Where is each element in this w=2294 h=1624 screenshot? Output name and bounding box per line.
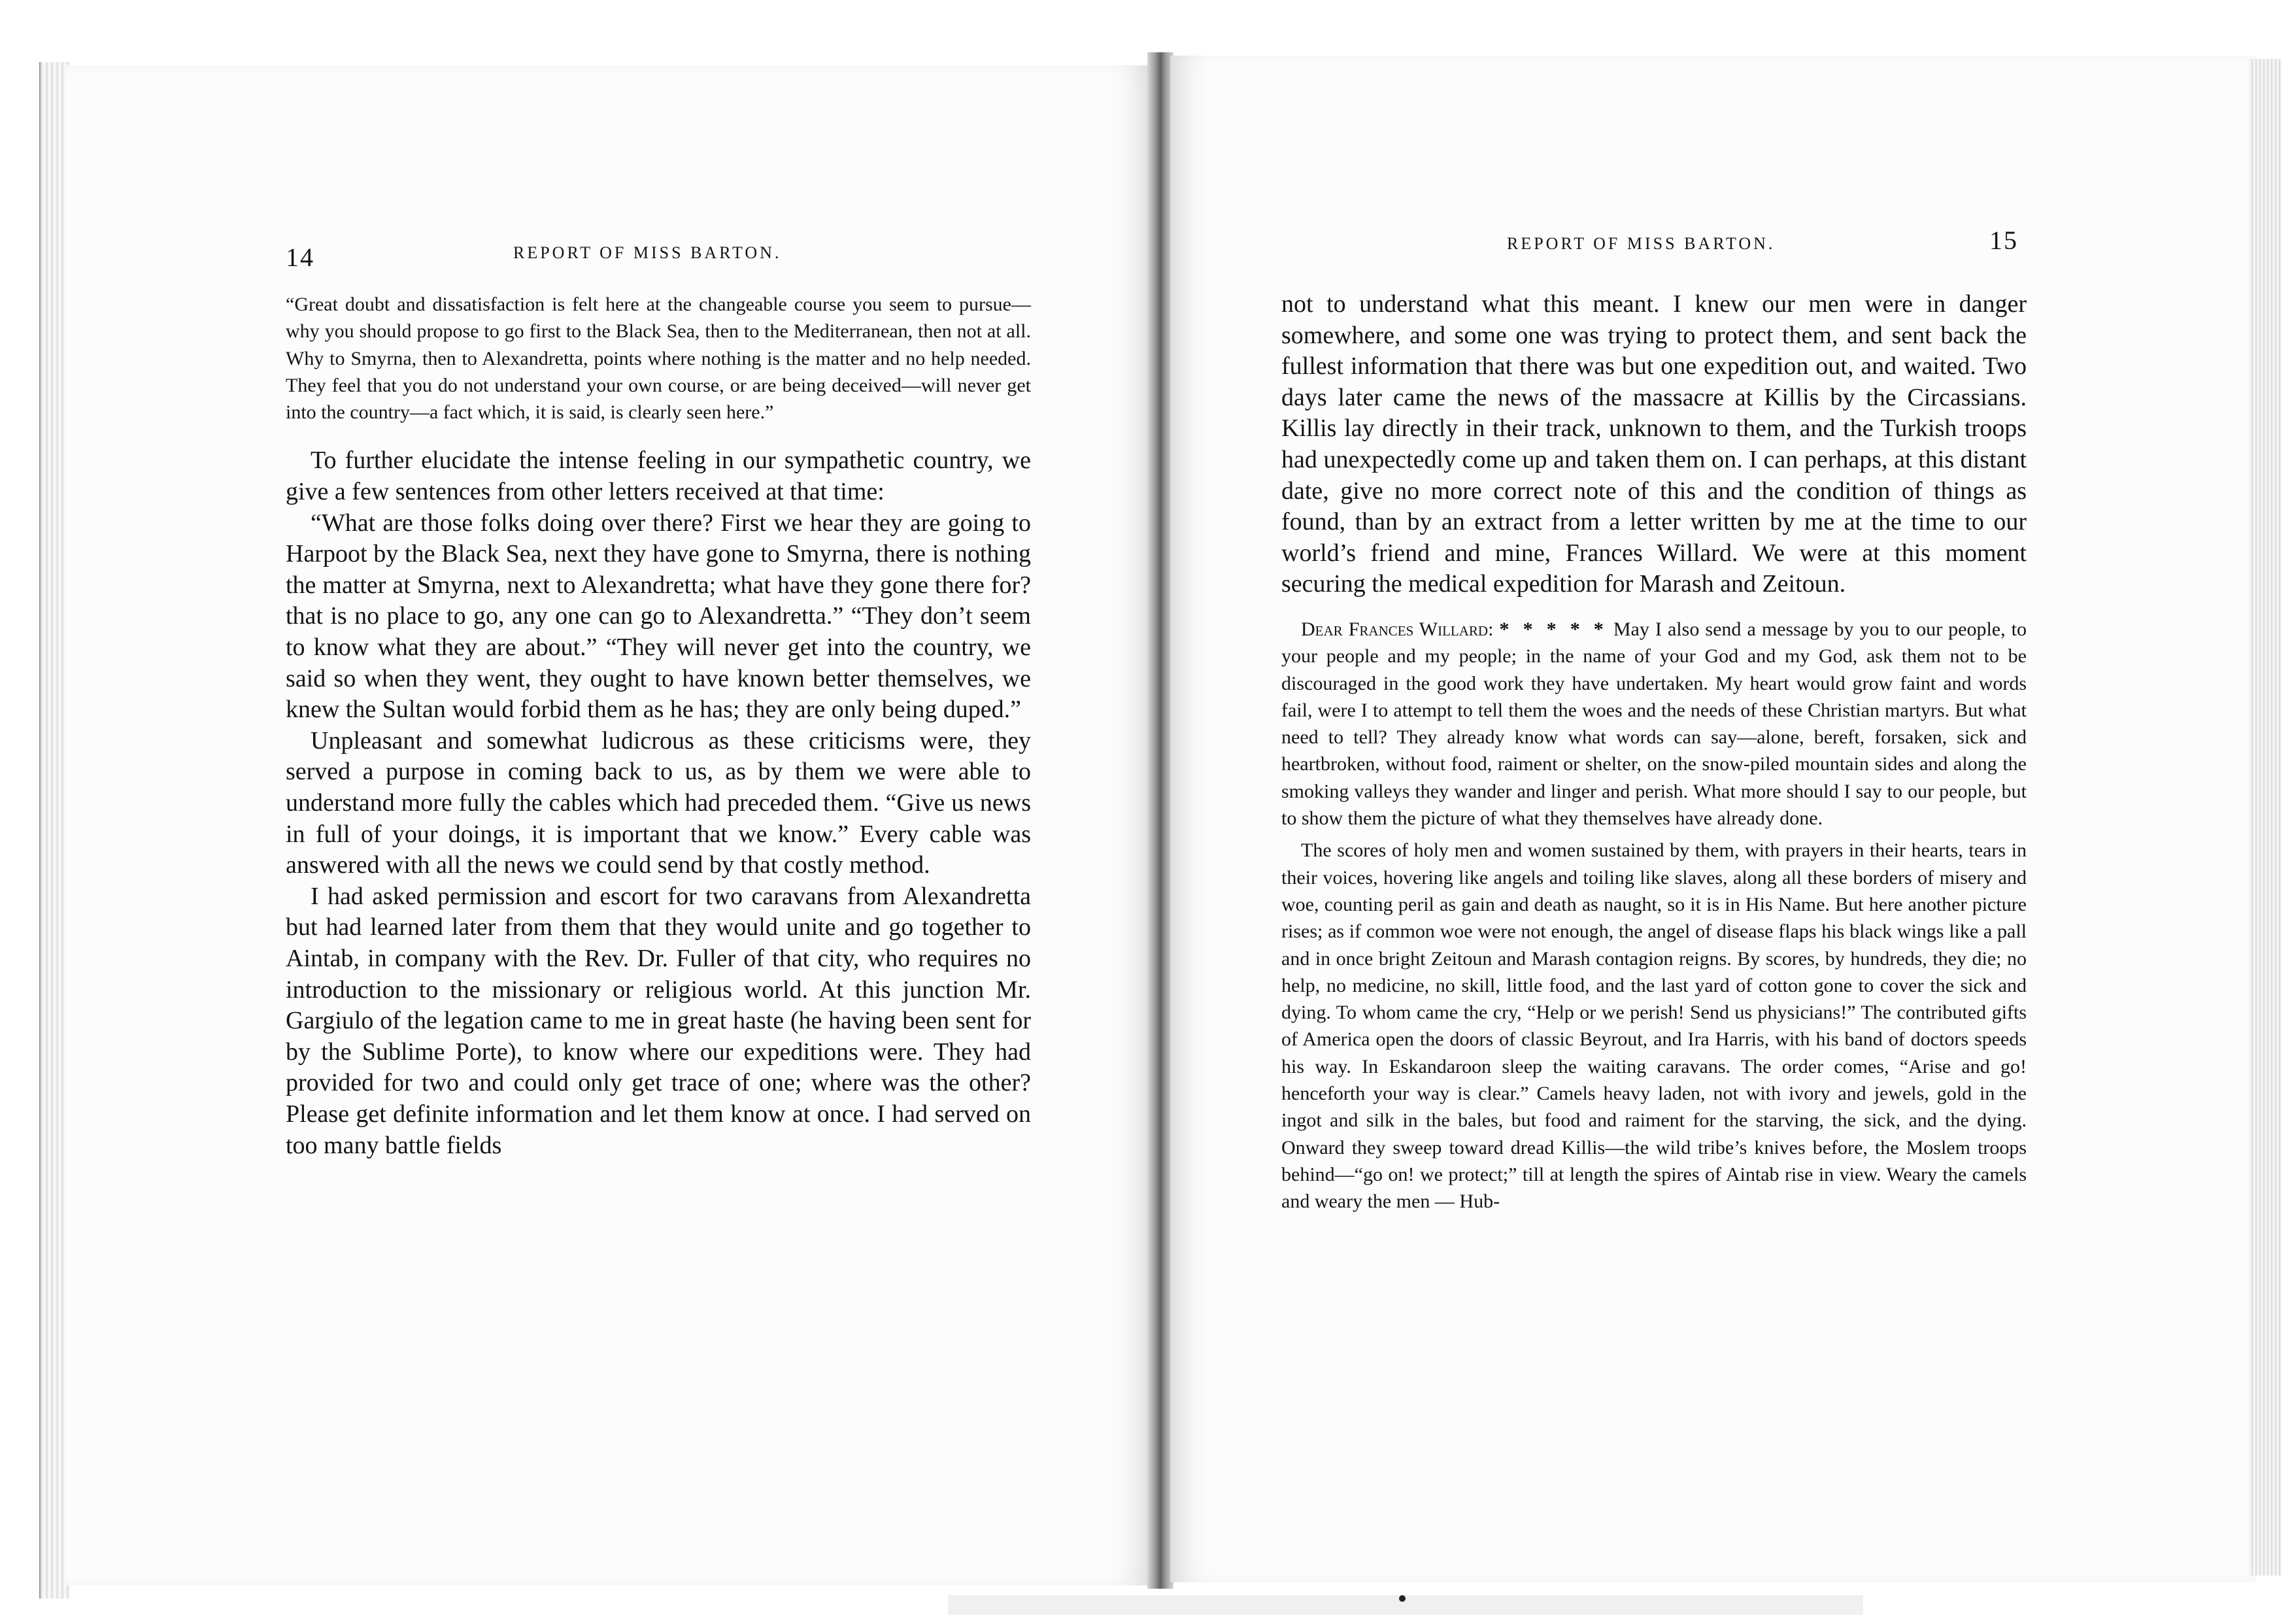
right-page-number: 15 xyxy=(1989,226,2018,255)
paragraph-4: I had asked permission and escort for two caravans from Alexandretta but had learned later from them that they would unite and go together to Aintab, in company with the Rev. Dr. Fuller of that city, who requires no introduction to the missionary or religious world. At this junction Mr. Gargiulo of the legation came to me in great haste (he having been sent for by the Sublime Porte), to know where our expeditions were. They had provided for two and could only get trace of one; where was the other? Please get definite information and let them know at once. I had served on too many battle fields xyxy=(286,882,1031,1159)
letter-quote: “Great doubt and dissatisfaction is felt here at the changeable course you seem to pursue—why you should propose to go first to the Black Sea, then to the Mediterranean, then not at all. Why to Smyrna, then to Alexandretta, points where nothing is the matter and no help needed. They feel that you do not understand your own course, or are being deceived—will never get into the country—a fact which, it is said, is clearly seen here.” xyxy=(286,294,1031,424)
paragraph-1: To further elucidate the intense feeling in our sympathetic country, we give a few sentences from other letters received at that time: xyxy=(286,447,1031,506)
letter-text-1: May I also send a message by you to our people, to your people and my people; in the name of your God and my God, ask them not to be discouraged in the good work they have undertaken. My heart would grow faint and words fail, were I to attempt to tell them the woes and the needs of these Christian martyrs. But what need to tell? They already know what words can say—alone, bereft, forsaken, sick and heartbroken, without food, raiment or shelter, on the snow-piled mountain sides and along the smoking valleys they wander and linger and perish. What more should I say to our people, but to show them the picture of what they themselves have already done. xyxy=(1281,618,2027,830)
paragraph-3: Unpleasant and somewhat ludicrous as these criticisms were, they served a purpose in coming back to us, as by them we were able to understand more fully the cables which had preceded them. “Give us news in full of your doings, it is important that we know.” Every cable was answered with all the news we could send by that costly method. xyxy=(286,726,1031,879)
stray-dot xyxy=(1399,1595,1406,1602)
right-paragraph: not to understand what this meant. I knew our men were in danger somewhere, and some one was trying to protect them, and sent back the fullest information that there was but one expedition out, and waited. Two days later came the news of the massacre at Killis by the Circassians. Killis lay directly in their track, unknown to them, and the Turkish troops had unexpectedly come up and taken them on. I can perhaps, at this distant date, give no more correct note of this and the condition of things as found, than by an extract from a letter written by me at the time to our world’s friend and mine, Frances Willard. We were at this moment securing the medical expedition for Marash and Zeitoun. xyxy=(1281,290,2027,598)
left-running-head: REPORT OF MISS BARTON. xyxy=(513,243,782,262)
bottom-strip xyxy=(948,1595,1863,1615)
page-edges-right xyxy=(2249,59,2282,1576)
letter-salutation: Dear Frances Willard: xyxy=(1301,618,1494,640)
right-running-head: REPORT OF MISS BARTON. xyxy=(1507,234,1776,253)
book-gutter xyxy=(1147,52,1173,1589)
left-text-block xyxy=(286,291,1031,1161)
right-text-block xyxy=(1281,289,2027,1215)
letter-paragraph-1 xyxy=(1281,616,2027,832)
paragraph-2: “What are those folks doing over there? First we hear they are going to Harpoot by the Black Sea, next they have gone to Smyrna, there is nothing the matter at Smyrna, next to Alexandretta; what have they gone there for? that is no place to go, any one can go to Alexandretta.” “They don’t seem to know what they are about.” “They will never get into the country, we said so when they went, they ought to have known better themselves, we knew the Sultan would forbid them as he has; they are only being duped.” xyxy=(286,509,1031,724)
left-page-number: 14 xyxy=(286,243,314,272)
letter-paragraph-2: The scores of holy men and women sustained by them, with prayers in their hearts, tears in their voices, hovering like angels and toiling like slaves, along all these borders of misery and woe, counting peril as gain and death as naught, so it is in His Name. But here another picture rises; as if common woe were not enough, the angel of disease flaps his black wings like a pall and in once bright Zeitoun and Marash contagion reigns. By scores, by hundreds, they die; no help, no medicine, no skill, little food, and the last yard of cotton gone to cover the sick and dying. To whom came the cry, “Help or we perish! Send us physicians!” The contributed gifts of America open the doors of classic Beyrout, and Ira Harris, with his band of doctors speeds his way. In Eskandaroon sleep the waiting caravans. The order comes, “Arise and go! henceforth your way is clear.” Camels heavy laden, not with ivory and jewels, gold in the ingot and silk in the bales, but food and raiment for the starving, the sick, and the dying. Onward they sweep toward dread Killis—the wild tribe’s knives before, the Moslem troops behind—“go on! we protect;” till at length the spires of Aintab rise in view. Weary the camels and weary the men — Hub- xyxy=(1281,839,2027,1213)
letter-stars: * * * * * xyxy=(1499,618,1608,640)
